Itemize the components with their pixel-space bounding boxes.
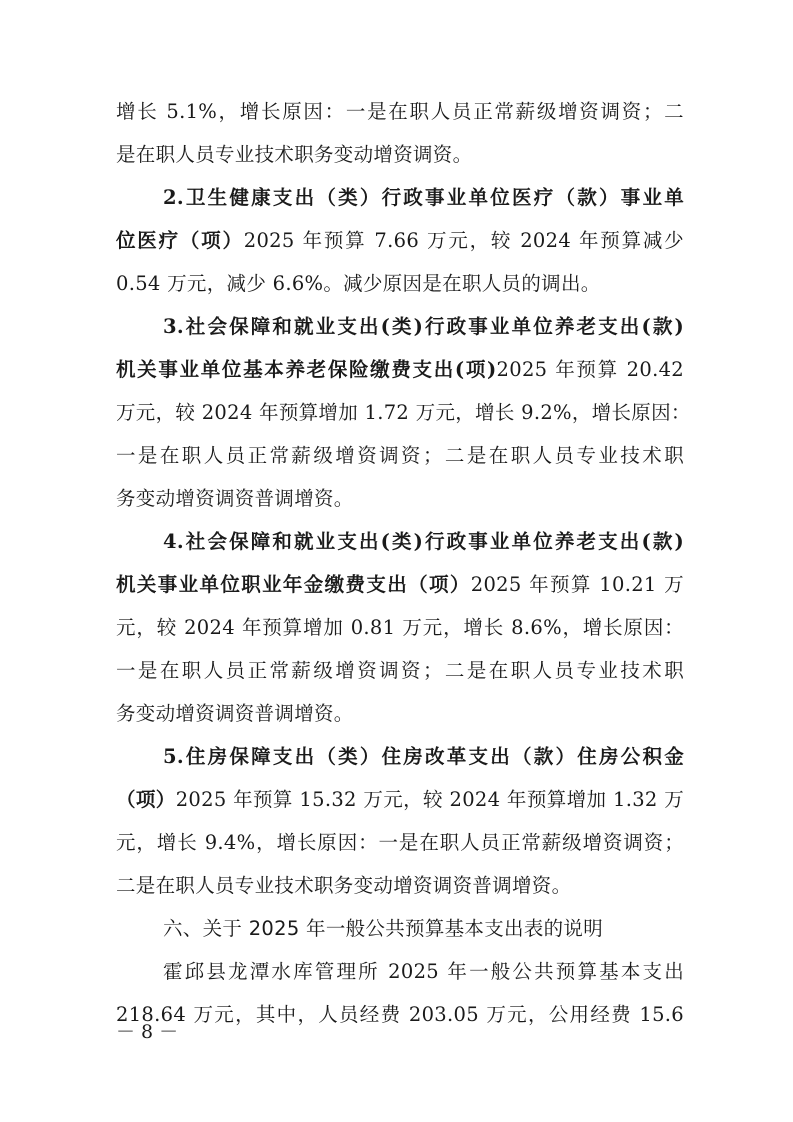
item-2-heading: 2.卫生健康支出（类）行政事业单位医疗（款）事业单: [163, 186, 684, 209]
section-6-line-1: 霍邱县龙潭水库管理所 2025 年一般公共预算基本支出: [163, 960, 684, 983]
item-3-line-4: 一是在职人员正常薪级增资调资；二是在职人员专业技术职: [116, 444, 684, 467]
item-2-text: 2025 年预算 7.66 万元，较 2024 年预算减少: [243, 229, 684, 252]
item-4-text: 2025 年预算 10.21 万: [470, 573, 684, 596]
item-5-line-3: 元，增长 9.4%，增长原因：一是在职人员正常薪级增资调资；: [116, 831, 684, 854]
item-3-line-5: 务变动增资调资普调增资。: [116, 487, 354, 510]
paragraph-line: 是在职人员专业技术职务变动增资调资。: [116, 143, 473, 166]
item-3-line-2: [116, 353, 684, 387]
item-5-line-4: 二是在职人员专业技术职务变动增资调资普调增资。: [116, 874, 572, 897]
item-2-heading-cont: 位医疗（项）: [116, 229, 244, 252]
item-3-text: 2025 年预算 20.42: [496, 358, 684, 381]
page-number: － 8 －: [116, 1021, 179, 1043]
item-2-line-3: 0.54 万元，减少 6.6%。减少原因是在职人员的调出。: [116, 272, 601, 295]
item-5-heading-cont: （项）: [116, 788, 176, 811]
item-3-heading: 3.社会保障和就业支出(类)行政事业单位养老支出(款): [163, 315, 684, 338]
item-3-line-3: 万元，较 2024 年预算增加 1.72 万元，增长 9.2%，增长原因：: [116, 401, 691, 424]
item-4-heading-cont: 机关事业单位职业年金缴费支出（项）: [116, 573, 471, 596]
section-6-heading: 六、关于 2025 年一般公共预算基本支出表的说明: [163, 917, 604, 940]
item-4-heading: 4.社会保障和就业支出(类)行政事业单位养老支出(款): [163, 530, 684, 553]
item-4-line-4: 一是在职人员正常薪级增资调资；二是在职人员专业技术职: [116, 659, 684, 682]
item-4-line-5: 务变动增资调资普调增资。: [116, 702, 354, 725]
item-3-heading-cont: 机关事业单位基本养老保险缴费支出(项): [116, 358, 497, 381]
item-4-line-2: [116, 568, 684, 602]
paragraph-line: 增长 5.1%，增长原因：一是在职人员正常薪级增资调资；二: [116, 100, 684, 123]
item-4-line-3: 元，较 2024 年预算增加 0.81 万元，增长 8.6%，增长原因：: [116, 616, 684, 639]
item-5-heading: 5.住房保障支出（类）住房改革支出（款）住房公积金: [163, 745, 684, 768]
item-5-line-2: [116, 783, 684, 817]
item-2-line-2: [116, 224, 684, 258]
item-5-text: 2025 年预算 15.32 万元，较 2024 年预算增加 1.32 万: [175, 788, 685, 811]
section-6-line-2: 218.64 万元，其中，人员经费 203.05 万元，公用经费 15.6: [116, 1003, 684, 1026]
